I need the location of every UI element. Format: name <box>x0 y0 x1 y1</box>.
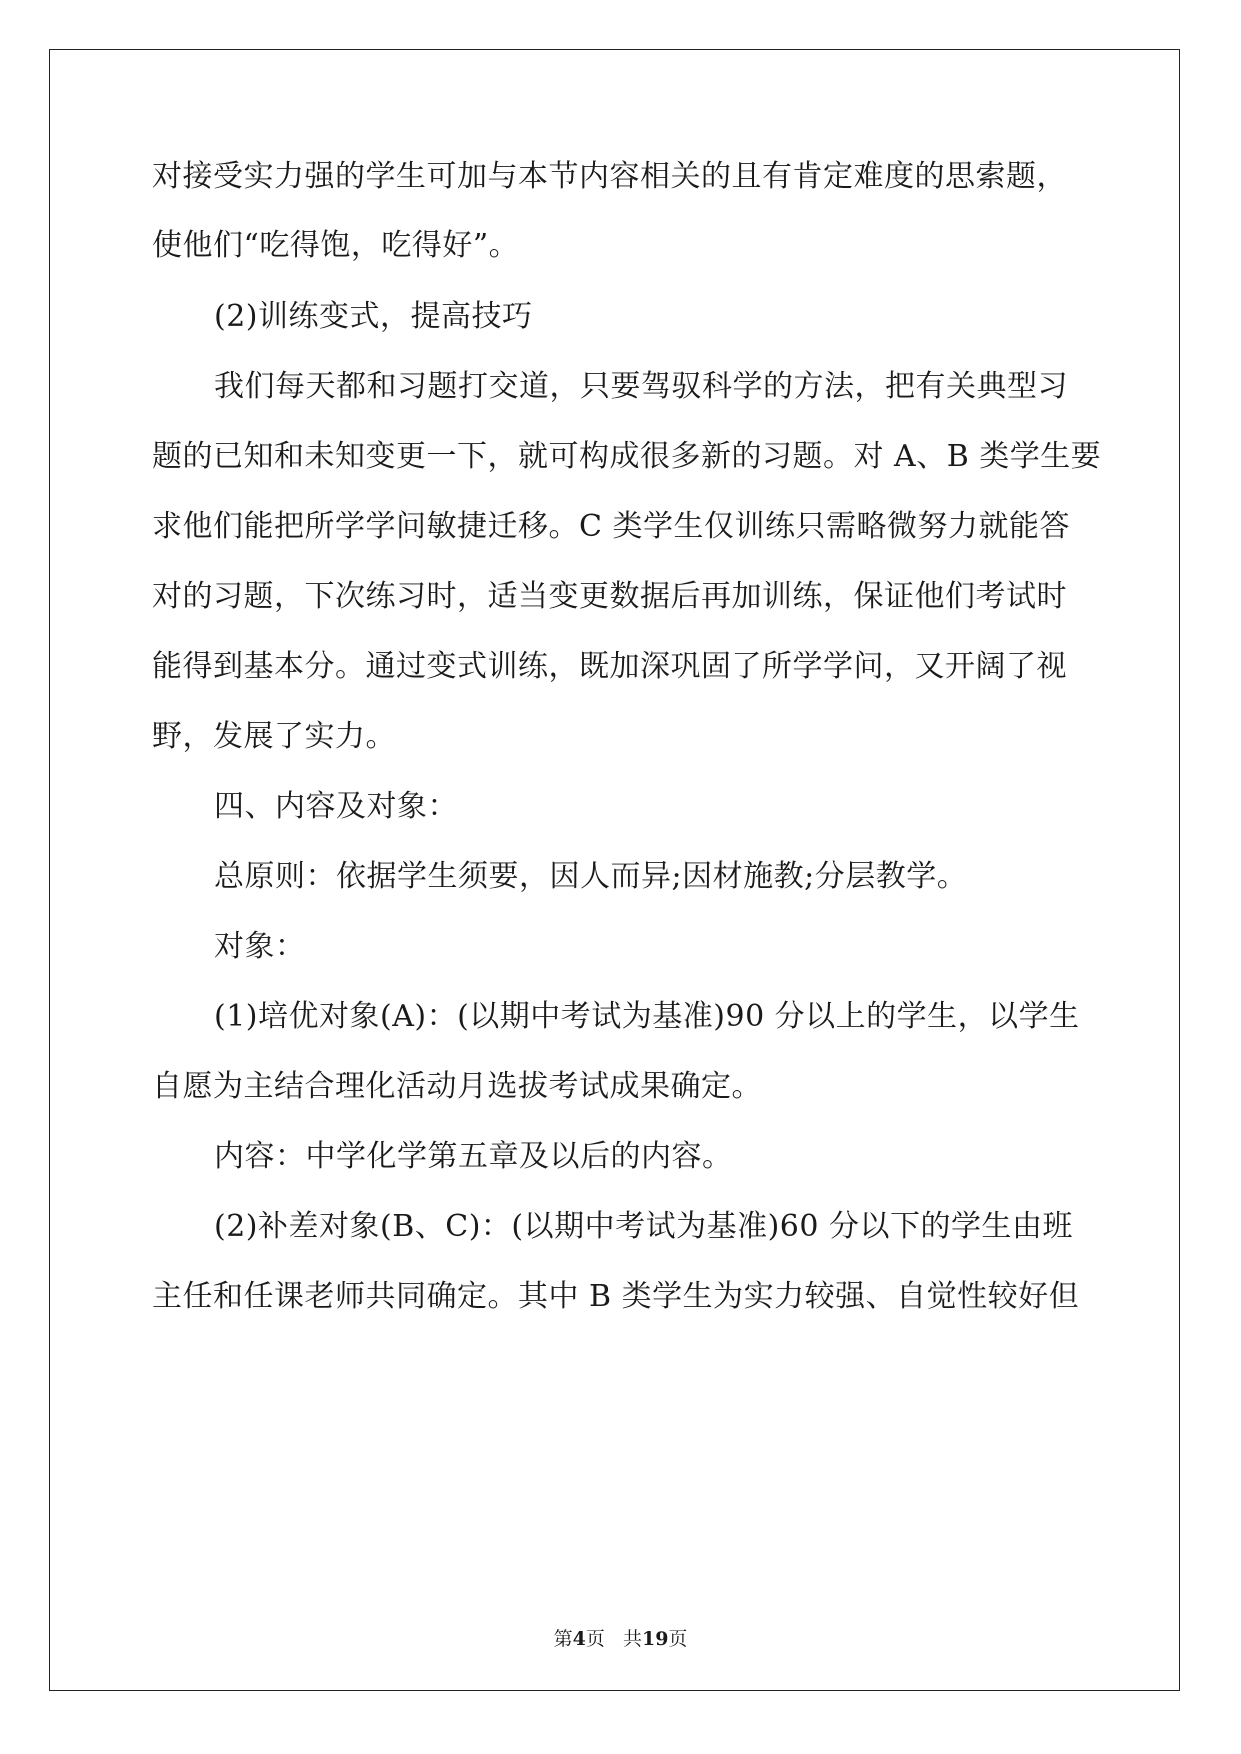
paragraph-line: 对的习题，下次练习时，适当变更数据后再加训练，保证他们考试时 <box>152 579 1067 614</box>
paragraph-line: 求他们能把所学学问敏捷迁移。C 类学生仅训练只需略微努力就能答 <box>152 509 1070 544</box>
footer-current-page: 4 <box>572 1628 586 1650</box>
section-heading: (2)训练变式，提高技巧 <box>214 299 533 334</box>
paragraph-line: 对象： <box>214 929 306 964</box>
paragraph-line: 自愿为主结合理化活动月选拔考试成果确定。 <box>152 1069 762 1104</box>
footer-total-suffix: 页 <box>668 1628 688 1650</box>
paragraph-line: (1)培优对象(A)：(以期中考试为基准)90 分以上的学生，以学生 <box>214 999 1080 1034</box>
footer-total-pages: 19 <box>641 1628 669 1650</box>
paragraph-line: 使他们“吃得饱，吃得好”。 <box>152 228 520 263</box>
paragraph-line: 能得到基本分。通过变式训练，既加深巩固了所学学问，又开阔了视 <box>152 649 1067 684</box>
paragraph-line: 对接受实力强的学生可加与本节内容相关的且有肯定难度的思索题， <box>152 159 1067 194</box>
paragraph-line: 我们每天都和习题打交道，只要驾驭科学的方法，把有关典型习 <box>214 369 1068 404</box>
paragraph-line: 主任和任课老师共同确定。其中 B 类学生为实力较强、自觉性较好但 <box>152 1279 1080 1314</box>
paragraph-line: 内容：中学化学第五章及以后的内容。 <box>214 1139 733 1174</box>
footer-total-prefix: 共 <box>622 1628 642 1650</box>
paragraph-line: 总原则：依据学生须要，因人而异;因材施教;分层教学。 <box>214 859 968 894</box>
page-footer <box>0 1624 1241 1651</box>
footer-page-word: 页 <box>585 1628 605 1650</box>
footer-prefix: 第 <box>553 1628 573 1650</box>
paragraph-line: (2)补差对象(B、C)：(以期中考试为基准)60 分以下的学生由班 <box>214 1209 1074 1244</box>
section-heading: 四、内容及对象： <box>214 789 458 824</box>
paragraph-line: 野，发展了实力。 <box>152 719 396 754</box>
paragraph-line: 题的已知和未知变更一下，就可构成很多新的习题。对 A、B 类学生要 <box>152 439 1102 474</box>
